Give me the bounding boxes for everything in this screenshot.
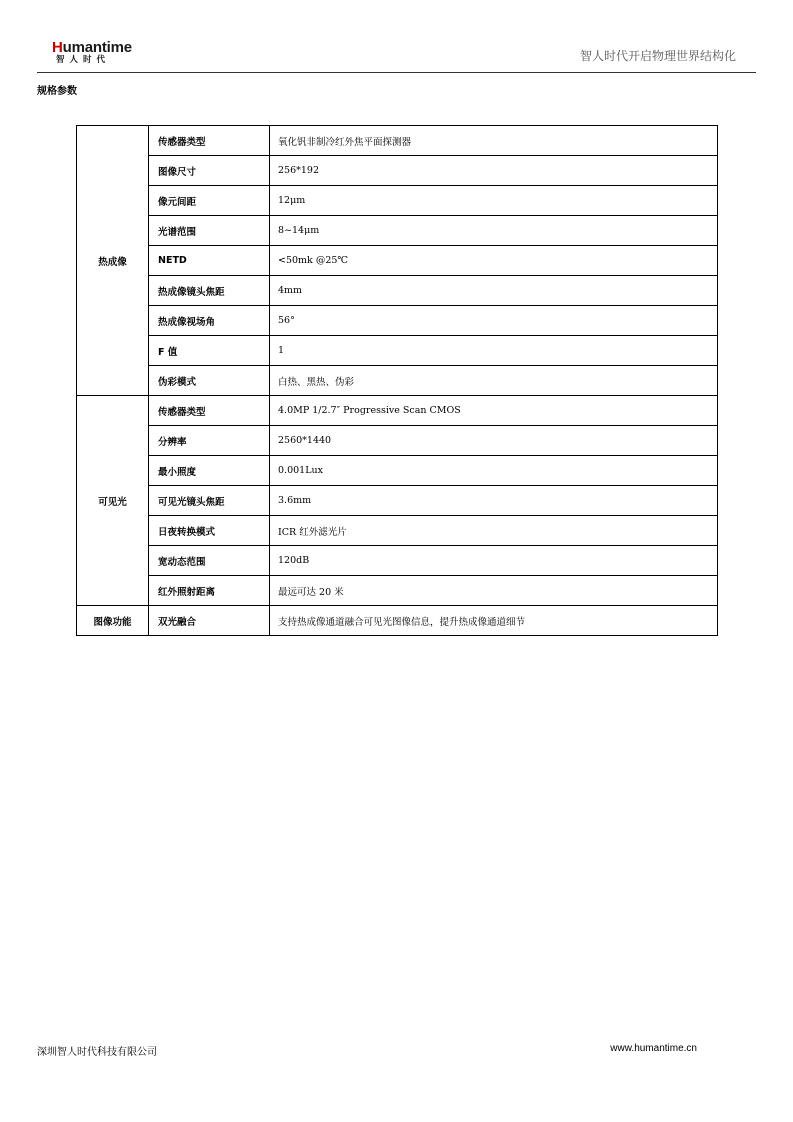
table-row — [77, 606, 718, 636]
spec-param-value: 氧化钒非制冷红外焦平面探测器 — [270, 126, 718, 156]
table-row — [77, 126, 718, 156]
spec-param-value: ICR 红外滤光片 — [270, 516, 718, 546]
table-row — [77, 336, 718, 366]
logo-initial: H — [52, 39, 63, 56]
spec-param-value: <50mk @25℃ — [270, 246, 718, 276]
table-row — [77, 516, 718, 546]
spec-param-name: 可见光镜头焦距 — [149, 486, 270, 516]
table-row — [77, 486, 718, 516]
spec-param-name: F 值 — [149, 336, 270, 366]
spec-param-name: 光谱范围 — [149, 216, 270, 246]
header-divider — [37, 72, 756, 73]
logo-chinese-name: 智人时代 — [56, 55, 111, 65]
table-row — [77, 186, 718, 216]
spec-param-value: 4mm — [270, 276, 718, 306]
footer-company: 深圳智人时代科技有限公司 — [37, 1047, 157, 1058]
table-row — [77, 246, 718, 276]
logo-wordmark-rest: umantime — [62, 39, 132, 56]
spec-param-value: 56° — [270, 306, 718, 336]
spec-param-name: 最小照度 — [149, 456, 270, 486]
spec-param-name: 热成像镜头焦距 — [149, 276, 270, 306]
spec-param-name: 日夜转换模式 — [149, 516, 270, 546]
spec-param-value: 支持热成像通道融合可见光图像信息，提升热成像通道细节 — [270, 606, 718, 636]
table-row — [77, 456, 718, 486]
spec-param-name: NETD — [149, 246, 270, 276]
spec-group-label: 图像功能 — [77, 606, 149, 636]
spec-param-value: 8~14μm — [270, 216, 718, 246]
table-row — [77, 396, 718, 426]
spec-table-body — [77, 126, 718, 636]
table-row — [77, 366, 718, 396]
spec-param-value: 2560*1440 — [270, 426, 718, 456]
spec-param-value: 最远可达 20 米 — [270, 576, 718, 606]
spec-param-value: 1 — [270, 336, 718, 366]
table-row — [77, 576, 718, 606]
spec-param-name: 图像尺寸 — [149, 156, 270, 186]
table-row — [77, 546, 718, 576]
logo-wordmark — [52, 39, 132, 56]
spec-param-value: 120dB — [270, 546, 718, 576]
spec-param-name: 双光融合 — [149, 606, 270, 636]
spec-param-value: 3.6mm — [270, 486, 718, 516]
table-row — [77, 276, 718, 306]
table-row — [77, 216, 718, 246]
header-slogan: 智人时代开启物理世界结构化 — [579, 49, 736, 63]
spec-param-value: 12μm — [270, 186, 718, 216]
spec-group-label: 可见光 — [77, 396, 149, 606]
spec-param-name: 热成像视场角 — [149, 306, 270, 336]
spec-param-value: 256*192 — [270, 156, 718, 186]
spec-param-name: 红外照射距离 — [149, 576, 270, 606]
spec-param-value: 白热、黑热、伪彩 — [270, 366, 718, 396]
spec-group-label: 热成像 — [77, 126, 149, 396]
spec-param-value: 4.0MP 1/2.7″ Progressive Scan CMOS — [270, 396, 718, 426]
section-title: 规格参数 — [37, 86, 77, 97]
footer-website[interactable]: www.humantime.cn — [610, 1043, 697, 1054]
spec-param-name: 传感器类型 — [149, 396, 270, 426]
spec-param-name: 宽动态范围 — [149, 546, 270, 576]
spec-param-name: 传感器类型 — [149, 126, 270, 156]
table-row — [77, 426, 718, 456]
table-row — [77, 156, 718, 186]
spec-param-name: 像元间距 — [149, 186, 270, 216]
spec-param-name: 分辨率 — [149, 426, 270, 456]
spec-param-value: 0.001Lux — [270, 456, 718, 486]
spec-table — [76, 125, 718, 636]
spec-param-name: 伪彩模式 — [149, 366, 270, 396]
company-logo — [52, 39, 132, 66]
table-row — [77, 306, 718, 336]
